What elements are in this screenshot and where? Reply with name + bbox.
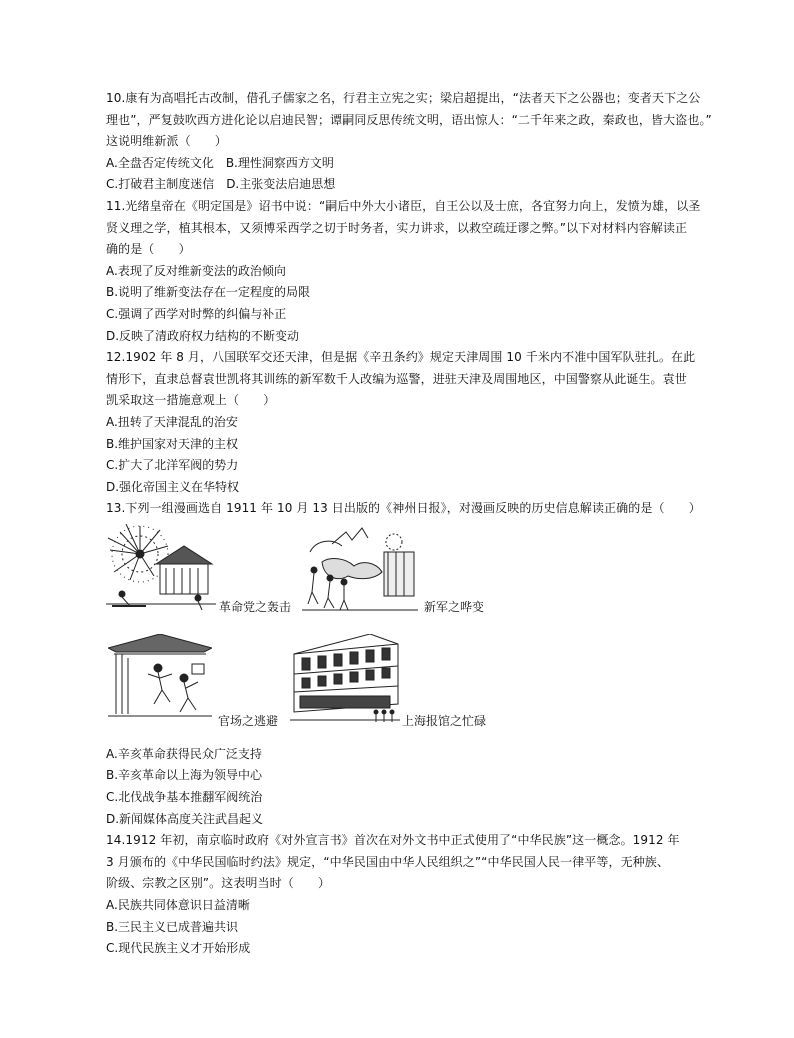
question-10-stem-line-3: 这说明维新派（ ） xyxy=(106,134,228,149)
question-11 xyxy=(106,196,706,347)
cartoon-revolutionary-bombardment xyxy=(106,524,216,612)
question-13-option-d: D.新闻媒体高度关注武昌起义 xyxy=(106,811,264,826)
question-14-option-c: C.现代民族主义才开始形成 xyxy=(106,941,251,956)
question-14-option-b: B.三民主义已成普遍共识 xyxy=(106,919,239,934)
question-13-option-a: A.辛亥革命获得民众广泛支持 xyxy=(106,746,262,761)
question-12 xyxy=(106,347,706,498)
caption-shanghai-newspaper-office: 上海报馆之忙碌 xyxy=(402,713,487,728)
question-14-stem-line-3: 阶级、宗教之区别”。这表明当时（ ） xyxy=(106,876,331,891)
question-13-option-c: C.北伐战争基本推翻军阀统治 xyxy=(106,790,263,805)
question-12-option-d: D.强化帝国主义在华特权 xyxy=(106,479,240,494)
cartoon-officials-fleeing xyxy=(108,634,212,722)
caption-officials-fleeing: 官场之逃避 xyxy=(218,713,279,728)
question-13-stem-line-1: 13.下列一组漫画选自 1911 年 10 月 13 日出版的《神州日报》，对漫画反映的历史信息解读正确的是（ ） xyxy=(106,501,701,516)
question-10-stem-line-1: 10.康有为高唱托古改制，借孔子儒家之名，行君主立宪之实；梁启超提出，“法者天下之公器也；变者天下之公 xyxy=(106,91,701,105)
cartoon-new-army-mutiny xyxy=(302,522,418,612)
question-12-stem-line-1: 12.1902 年 8 月，八国联军交还天津，但是据《辛丑条约》规定天津周围 10 千米内不准中国军队驻扎。在此 xyxy=(106,350,696,365)
cartoon-shanghai-newspaper-office xyxy=(290,634,400,724)
question-14-option-a: A.民族共同体意识日益清晰 xyxy=(106,898,250,913)
question-14 xyxy=(106,830,706,960)
question-11-option-d: D.反映了清政府权力结构的不断变动 xyxy=(106,328,300,343)
question-11-option-a: A.表现了反对维新变法的政治倾向 xyxy=(106,263,286,278)
question-12-stem-line-2: 情形下，直隶总督袁世凯将其训练的新军数千人改编为巡警，进驻天津及周围地区，中国警察从此诞生。袁世 xyxy=(106,371,687,386)
question-13 xyxy=(106,498,706,830)
question-11-option-b: B.说明了维新变法存在一定程度的局限 xyxy=(106,285,311,300)
question-12-option-b: B.维护国家对天津的主权 xyxy=(106,436,239,451)
question-11-option-c: C.强调了西学对时弊的纠偏与补正 xyxy=(106,306,287,321)
question-13-option-b: B.辛亥革命以上海为领导中心 xyxy=(106,768,263,783)
question-11-stem-line-3: 确的是（ ） xyxy=(106,242,191,257)
question-10 xyxy=(106,88,712,196)
exam-page xyxy=(106,88,712,960)
caption-revolutionary-bombardment: 革命党之轰击 xyxy=(219,599,292,614)
question-10-options-ab: A.全盘否定传统文化 B.理性洞察西方文明 xyxy=(106,155,334,170)
question-12-stem-line-3: 凯采取这一措施意观上（ ） xyxy=(106,393,276,408)
question-12-option-c: C.扩大了北洋军阀的势力 xyxy=(106,458,239,473)
question-14-stem-line-2: 3 月颁布的《中华民国临时约法》规定，“中华民国由中华人民组织之”“中华民国人民一律平等，无种族、 xyxy=(106,854,670,869)
question-11-stem-line-1: 11.光绪皇帝在《明定国是》诏书中说：“嗣后中外大小诸臣，自王公以及士庶，各宜努力向上，发愤为雄，以圣 xyxy=(106,198,701,213)
caption-new-army-mutiny: 新军之哗变 xyxy=(424,599,485,614)
question-10-options-cd: C.打破君主制度迷信 D.主张变法启迪思想 xyxy=(106,177,336,192)
question-10-stem-line-2: 理也”，严复鼓吹西方进化论以启迪民智；谭嗣同反思传统文明，语出惊人：“二千年来之政，秦政也，皆大盗也。” xyxy=(106,112,712,127)
question-11-stem-line-2: 贤义理之学，植其根本，又须博采西学之切于时务者，实力讲求，以救空疏迂谬之弊。”以下对材料内容解读正 xyxy=(106,220,688,235)
question-12-option-a: A.扭转了天津混乱的治安 xyxy=(106,414,238,429)
cartoon-group xyxy=(106,522,706,740)
question-14-stem-line-1: 14.1912 年初，南京临时政府《对外宣言书》首次在对外文书中正式使用了“中华民族”这一概念。1912 年 xyxy=(106,833,680,848)
